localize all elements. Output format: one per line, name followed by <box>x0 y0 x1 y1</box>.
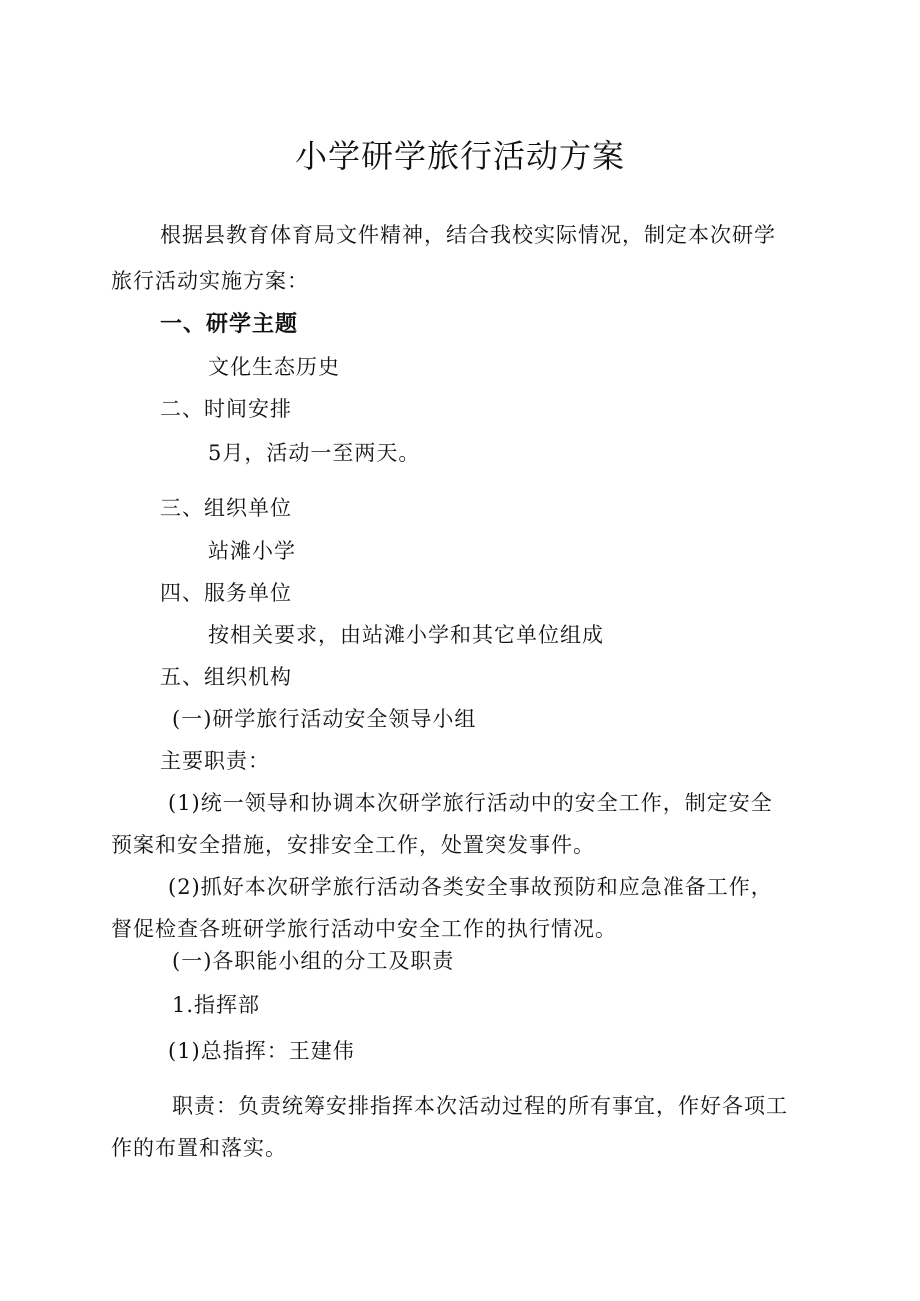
subgroup-1-heading: (一)研学旅行活动安全领导小组 <box>172 707 477 731</box>
section-3-content: 站滩小学 <box>208 539 296 563</box>
item-1-duty-line-1: 职责：负责统筹安排指挥本次活动过程的所有事宜，作好各项工 <box>172 1094 788 1118</box>
section-4-content: 按相关要求，由站滩小学和其它单位组成 <box>208 623 604 647</box>
section-1-heading: 一、研学主题 <box>160 312 299 337</box>
item-1-duty-line-2: 作的布置和落实。 <box>111 1136 287 1160</box>
section-2-heading: 二、时间安排 <box>160 397 292 421</box>
duty-2-line-1: (2)抓好本次研学旅行活动各类安全事故预防和应急准备工作， <box>168 875 773 899</box>
section-2-content: 5月，活动一至两天。 <box>208 441 421 465</box>
item-1-heading: 1.指挥部 <box>172 993 261 1017</box>
section-4-heading: 四、服务单位 <box>160 581 292 605</box>
duty-1-line-1: (1)统一领导和协调本次研学旅行活动中的安全工作，制定安全 <box>168 791 773 815</box>
intro-line-1: 根据县教育体育局文件精神，结合我校实际情况，制定本次研学 <box>160 223 776 247</box>
intro-line-2: 旅行活动实施方案： <box>111 269 309 293</box>
document-title: 小学研学旅行活动方案 <box>294 137 625 175</box>
section-3-heading: 三、组织单位 <box>160 496 292 520</box>
section-5-heading: 五、组织机构 <box>160 665 292 689</box>
duties-label: 主要职责： <box>160 749 270 773</box>
duty-1-line-2: 预案和安全措施，安排安全工作，处置突发事件。 <box>111 833 595 857</box>
item-1-commander: (1)总指挥：王建伟 <box>168 1039 355 1063</box>
section-1-content: 文化生态历史 <box>208 355 340 379</box>
subgroup-2-heading: (一)各职能小组的分工及职责 <box>172 949 455 973</box>
duty-2-line-2: 督促检查各班研学旅行活动中安全工作的执行情况。 <box>111 917 617 941</box>
